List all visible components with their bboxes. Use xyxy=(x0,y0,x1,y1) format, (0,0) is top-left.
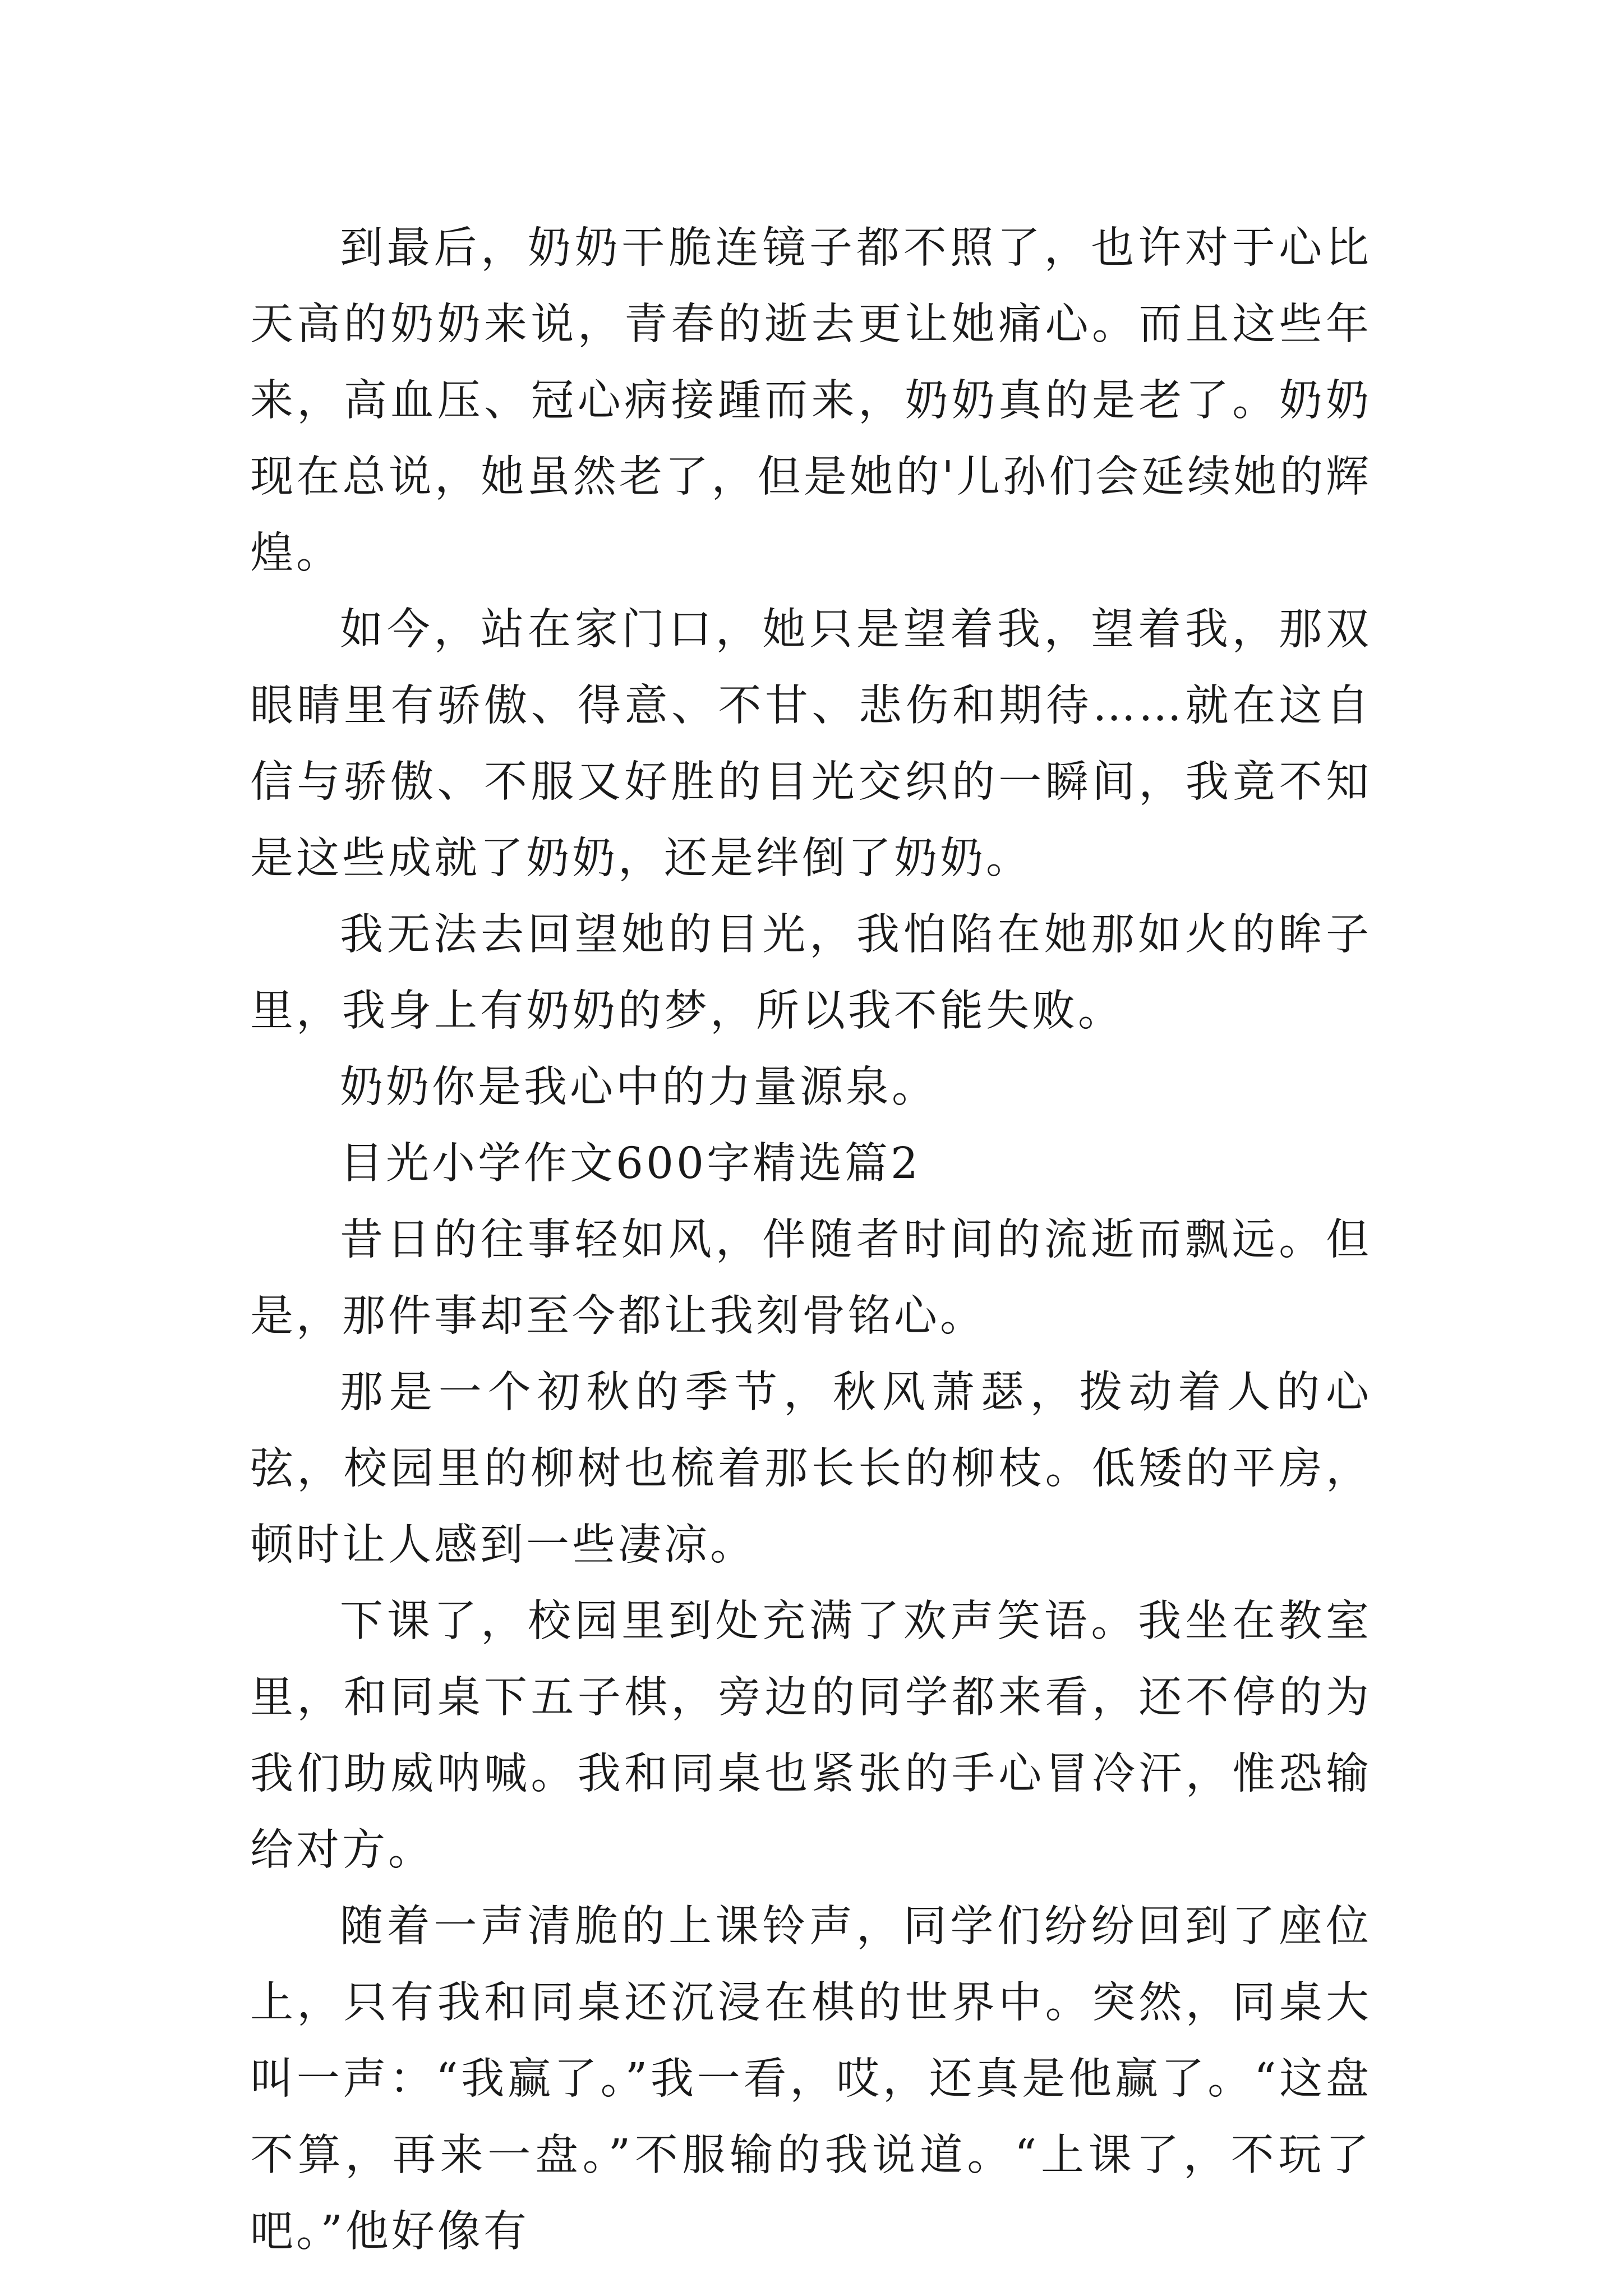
paragraph-4: 奶奶你是我心中的力量源泉。 xyxy=(340,1062,938,1112)
paragraph-7: 下课了，校园里到处充满了欢声笑语。我坐在教室里，和同桌下五子棋，旁边的同学都来看，还不停的为我们助威呐喊。我和同桌也紧张的手心冒冷汗，惟恐输给对方。 xyxy=(250,1596,1372,1875)
paragraph-1: 到最后，奶奶干脆连镜子都不照了，也许对于心比天高的奶奶来说，青春的逝去更让她痛心。而且这些年来，高血压、冠心病接踵而来，奶奶真的是老了。奶奶现在总说，她虽然老了，但是她的'儿孙们会延续她的辉煌。 xyxy=(250,223,1372,578)
paragraph-8: 随着一声清脆的上课铃声，同学们纷纷回到了座位上，只有我和同桌还沉浸在棋的世界中。突然，同桌大叫一声：“我赢了。”我一看，哎，还真是他赢了。“这盘不算，再来一盘。”不服输的我说道。“上课了，不玩了吧。”他好像有 xyxy=(250,1902,1372,2257)
paragraph-6: 那是一个初秋的季节，秋风萧瑟，拨动着人的心弦，校园里的柳树也梳着那长长的柳枝。低矮的平房，顿时让人感到一些凄凉。 xyxy=(250,1368,1372,1570)
paragraph-3: 我无法去回望她的目光，我怕陷在她那如火的眸子里，我身上有奶奶的梦，所以我不能失败。 xyxy=(250,910,1372,1036)
section-heading: 目光小学作文600字精选篇2 xyxy=(340,1139,921,1189)
paragraph-5: 昔日的往事轻如风，伴随者时间的流逝而飘远。但是，那件事却至今都让我刻骨铭心。 xyxy=(250,1215,1372,1341)
document-body xyxy=(250,210,1372,2270)
paragraph-2: 如今，站在家门口，她只是望着我，望着我，那双眼睛里有骄傲、得意、不甘、悲伤和期待……就在这自信与骄傲、不服又好胜的目光交织的一瞬间，我竟不知是这些成就了奶奶，还是绊倒了奶奶。 xyxy=(250,605,1372,884)
